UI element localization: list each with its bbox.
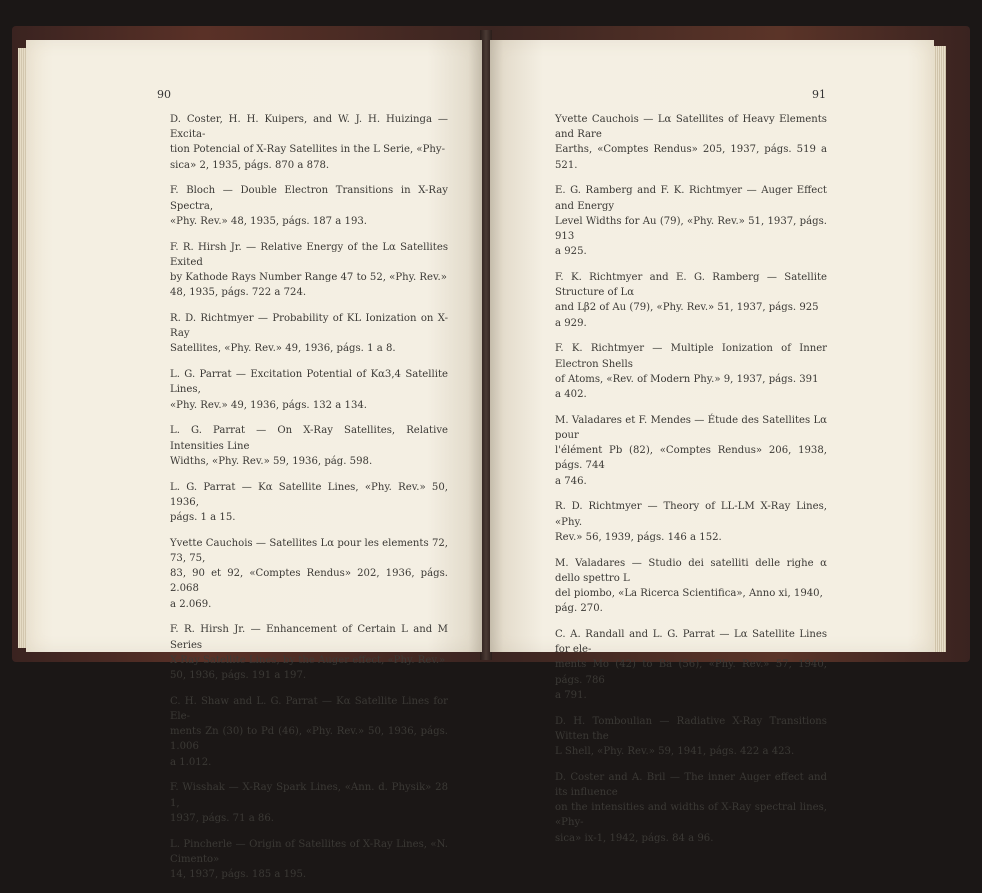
entry-line: X-Ray Satellite Lines, by the Auger effect, «Phy. Rev.» <box>170 654 446 666</box>
entry-line: D. Coster, H. H. Kuipers, and W. J. H. Huizinga — Excita- <box>170 114 448 141</box>
entry-line: F. R. Hirsh Jr. — Enhancement of Certain L and M Series <box>170 624 448 651</box>
entry-line: a 2.069. <box>170 598 212 610</box>
entry-line: R. D. Richtmyer — Theory of LL-LM X-Ray Lines, «Phy. <box>555 501 827 528</box>
entry-line: l'élément Pb (82), «Comptes Rendus» 206, 1938, págs. 744 <box>555 445 827 472</box>
entry-line: L. G. Parrat — On X-Ray Satellites, Relative Intensities Line <box>170 425 448 452</box>
entry-line: E. G. Ramberg and F. K. Richtmyer — Auger Effect and Energy <box>555 185 827 212</box>
entry-line: 50, 1936, págs. 191 a 197. <box>170 670 307 682</box>
bibliography-entry <box>555 499 827 545</box>
entry-line: and Lβ2 of Au (79), «Phy. Rev.» 51, 1937, págs. 925 <box>555 302 819 314</box>
entry-line: L Shell, «Phy. Rev.» 59, 1941, págs. 422 a 423. <box>555 746 795 758</box>
bibliography-entry <box>170 536 448 612</box>
left-bibliography-list <box>170 112 448 893</box>
bibliography-entry <box>170 240 448 301</box>
entry-line: «Phy. Rev.» 49, 1936, págs. 132 a 134. <box>170 399 367 411</box>
entry-line: Rev.» 56, 1939, págs. 146 a 152. <box>555 531 722 543</box>
entry-line: pág. 270. <box>555 603 603 615</box>
entry-line: by Kathode Rays Number Range 47 to 52, «Phy. Rev.» <box>170 272 447 284</box>
entry-line: M. Valadares — Studio dei satelliti delle righe α dello spettro L <box>555 557 827 584</box>
entry-line: a 929. <box>555 317 587 329</box>
bibliography-entry <box>170 112 448 173</box>
entry-line: del piombo, «La Ricerca Scientifica», Anno xi, 1940, <box>555 588 823 600</box>
entry-line: F. Wisshak — X-Ray Spark Lines, «Ann. d. Physik» 28 1, <box>170 782 448 809</box>
entry-line: on the intensities and widths of X-Ray spectral lines, «Phy- <box>555 802 827 829</box>
entry-line: sica» ix-1, 1942, págs. 84 a 96. <box>555 832 714 844</box>
entry-line: Yvette Cauchois — Satellites Lα pour les elements 72, 73, 75, <box>170 537 448 565</box>
bibliography-entry <box>170 480 448 526</box>
right-page-edges <box>932 46 946 652</box>
entry-line: Yvette Cauchois — Lα Satellites of Heavy Elements and Rare <box>555 114 827 141</box>
entry-line: of Atoms, «Rev. of Modern Phy.» 9, 1937, págs. 391 <box>555 373 819 385</box>
bibliography-entry <box>170 423 448 469</box>
entry-line: F. K. Richtmyer — Multiple Ionization of Inner Electron Shells <box>555 343 827 370</box>
entry-line: a 1.012. <box>170 756 212 768</box>
entry-line: 1937, págs. 71 a 86. <box>170 812 274 824</box>
bibliography-entry <box>555 714 827 760</box>
bibliography-entry <box>170 622 448 683</box>
entry-line: F. K. Richtmyer and E. G. Ramberg — Satellite Structure of Lα <box>555 272 827 299</box>
entry-line: D. H. Tomboulian — Radiative X-Ray Transitions Witten the <box>555 715 827 742</box>
bibliography-entry <box>555 270 827 331</box>
entry-line: «Phy. Rev.» 48, 1935, págs. 187 a 193. <box>170 215 367 227</box>
entry-line: sica» 2, 1935, págs. 870 a 878. <box>170 159 330 171</box>
entry-line: ments Mo (42) to Ba (56), «Phy. Rev.» 57, 1940, págs. 786 <box>555 659 827 686</box>
entry-line: L. G. Parrat — Kα Satellite Lines, «Phy. Rev.» 50, 1936, <box>170 481 448 508</box>
entry-line: a 791. <box>555 689 587 701</box>
entry-line: C. H. Shaw and L. G. Parrat — Kα Satellite Lines for Ele- <box>170 695 448 723</box>
entry-line: Satellites, «Phy. Rev.» 49, 1936, págs. 1 a 8. <box>170 343 396 355</box>
bibliography-entry <box>170 311 448 357</box>
bibliography-entry <box>555 341 827 402</box>
entry-line: ments Zn (30) to Pd (46), «Phy. Rev.» 50, 1936, págs. 1.006 <box>170 726 448 753</box>
entry-line: a 746. <box>555 475 587 487</box>
bibliography-entry <box>555 112 827 173</box>
entry-line: a 402. <box>555 389 587 401</box>
bibliography-entry <box>170 780 448 826</box>
entry-line: Earths, «Comptes Rendus» 205, 1937, págs. 519 a 521. <box>555 144 827 171</box>
entry-line: L. G. Parrat — Excitation Potential of Kα3,4 Satellite Lines, <box>170 369 448 396</box>
bibliography-entry <box>170 837 448 883</box>
entry-line: F. R. Hirsh Jr. — Relative Energy of the Lα Satellites Exited <box>170 241 448 268</box>
entry-line: 83, 90 et 92, «Comptes Rendus» 202, 1936, págs. 2.068 <box>170 568 448 595</box>
left-page-number: 90 <box>157 88 171 101</box>
entry-line: D. Coster and A. Bril — The inner Auger effect and its influence <box>555 771 827 799</box>
entry-line: Level Widths for Au (79), «Phy. Rev.» 51, 1937, págs. 913 <box>555 215 827 243</box>
entry-line: R. D. Richtmyer — Probability of KL Ionization on X-Ray <box>170 313 448 340</box>
entry-line: Widths, «Phy. Rev.» 59, 1936, pág. 598. <box>170 455 373 467</box>
bibliography-entry <box>555 556 827 617</box>
entry-line: págs. 1 a 15. <box>170 512 236 524</box>
bibliography-entry <box>170 367 448 413</box>
bibliography-entry <box>555 413 827 489</box>
entry-line: 48, 1935, págs. 722 a 724. <box>170 287 307 299</box>
right-page-number: 91 <box>812 88 826 101</box>
right-bibliography-list <box>555 112 827 856</box>
entry-line: 14, 1937, págs. 185 a 195. <box>170 869 307 881</box>
bibliography-entry <box>555 183 827 259</box>
entry-line: a 925. <box>555 246 587 258</box>
entry-line: F. Bloch — Double Electron Transitions in X-Ray Spectra, <box>170 185 448 212</box>
bibliography-entry <box>555 627 827 703</box>
entry-line: tion Potencial of X-Ray Satellites in the L Serie, «Phy- <box>170 144 445 156</box>
bibliography-entry <box>555 770 827 846</box>
bibliography-entry <box>170 183 448 229</box>
entry-line: L. Pincherle — Origin of Satellites of X-Ray Lines, «N. Cimento» <box>170 838 448 865</box>
entry-line: M. Valadares et F. Mendes — Étude des Satellites Lα pour <box>555 414 827 442</box>
entry-line: C. A. Randall and L. G. Parrat — Lα Satellite Lines for ele- <box>555 629 827 656</box>
bibliography-entry <box>170 694 448 770</box>
